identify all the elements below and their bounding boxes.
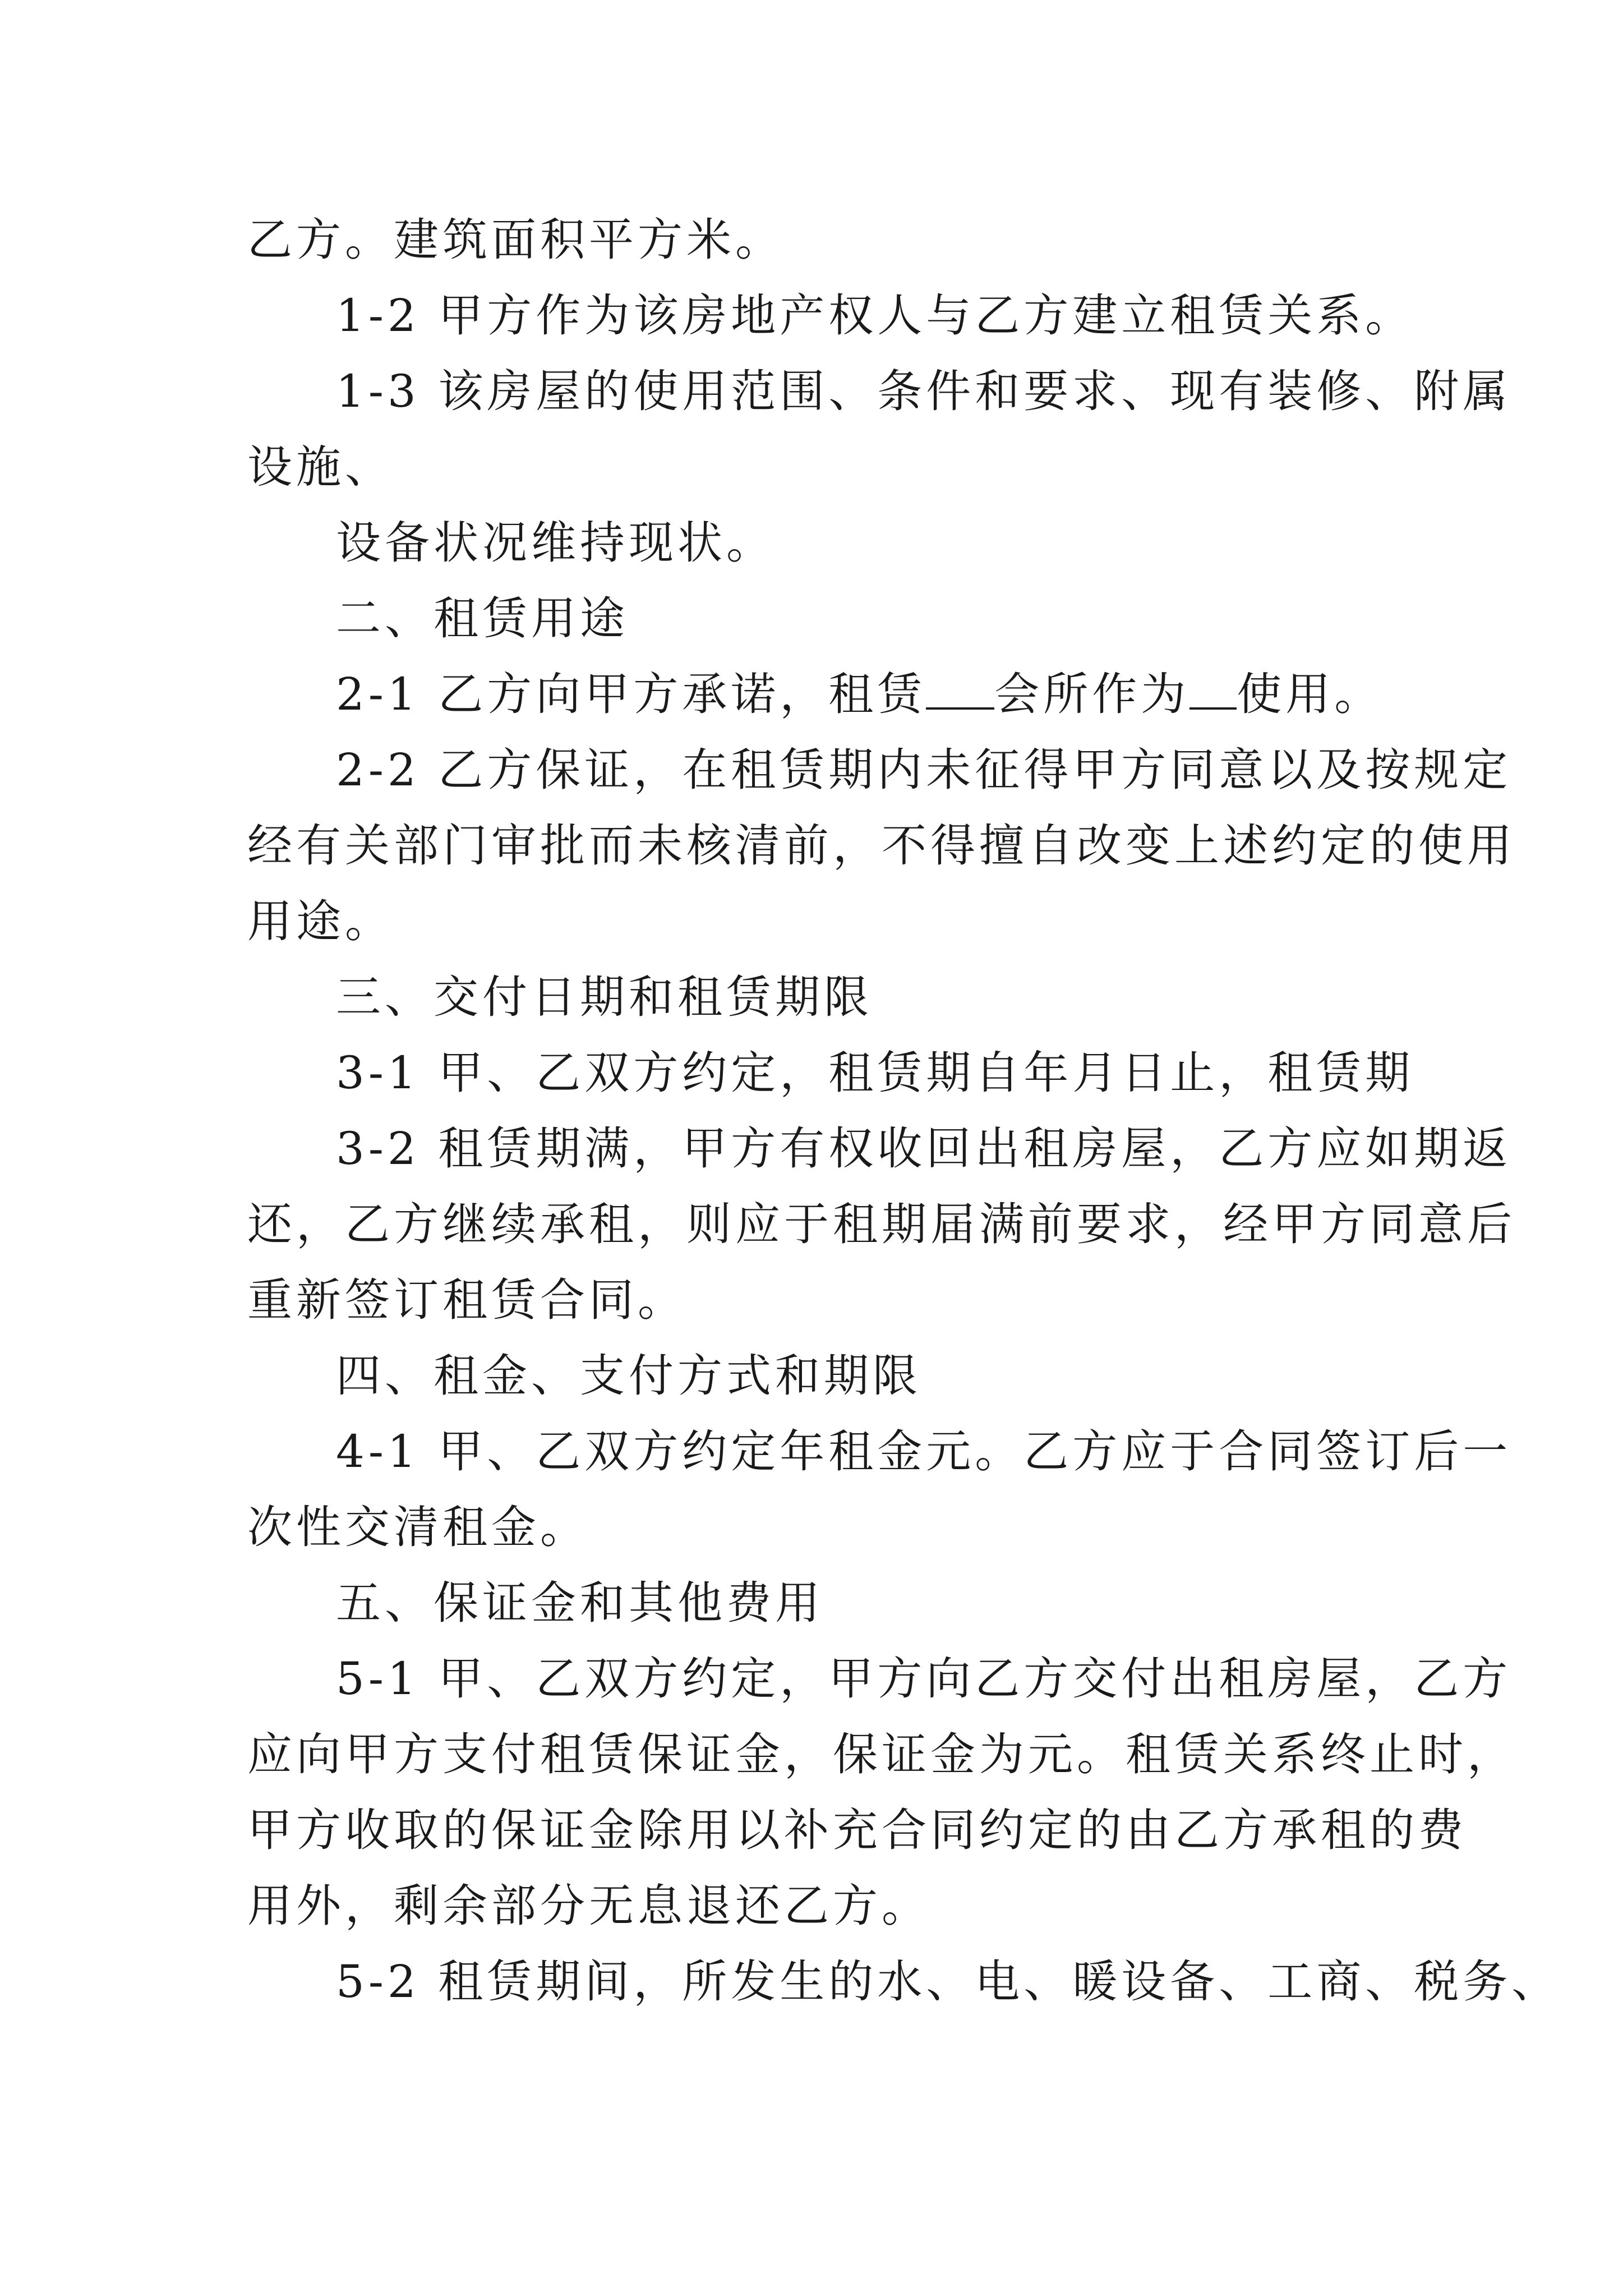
text-line: 经有关部门审批而未核清前，不得擅自改变上述约定的使用 [247, 820, 1516, 872]
clause-5-2: 5-2 租赁期间，所发生的水、电、暖设备、工商、税务、 [336, 1955, 1561, 2008]
text-line: 还，乙方继续承租，则应于租期届满前要求，经甲方同意后 [247, 1198, 1516, 1250]
clause-3-2: 3-2 租赁期满，甲方有权收回出租房屋，乙方应如期返 [336, 1122, 1512, 1175]
section-heading-2: 二、租赁用途 [336, 592, 629, 645]
clause-2-1 [247, 656, 1384, 732]
clause-1-3: 1-3 该房屋的使用范围、条件和要求、现有装修、附属 [336, 365, 1512, 417]
text-line: 用外，剩余部分无息退还乙方。 [247, 1880, 930, 1932]
clause-2-1-part-2: 会所作为 [994, 668, 1190, 720]
text-line: 重新签订租赁合同。 [247, 1274, 686, 1326]
section-heading-3: 三、交付日期和租赁期限 [336, 971, 873, 1023]
text-line: 甲方收取的保证金除用以补充合同约定的由乙方承租的费 [247, 1804, 1467, 1856]
clause-4-1: 4-1 甲、乙双方约定年租金元。乙方应于合同签订后一 [336, 1425, 1512, 1478]
section-heading-5: 五、保证金和其他费用 [336, 1577, 824, 1629]
fill-in-blank[interactable] [1189, 666, 1237, 710]
text-line: 用途。 [247, 895, 394, 947]
text-line: 设施、 [247, 441, 394, 493]
contract-body [247, 202, 1561, 2019]
text-line: 应向甲方支付租赁保证金，保证金为元。租赁关系终止时， [247, 1728, 1516, 1780]
fill-in-blank[interactable] [926, 666, 994, 710]
clause-3-1: 3-1 甲、乙双方约定，租赁期自年月日止，租赁期 [336, 1047, 1414, 1099]
clause-2-1-part-3: 使用。 [1237, 668, 1384, 720]
clause-5-1: 5-1 甲、乙双方约定，甲方向乙方交付出租房屋，乙方 [336, 1653, 1512, 1705]
text-line: 乙方。建筑面积平方米。 [247, 214, 784, 266]
clause-2-2: 2-2 乙方保证，在租赁期内未征得甲方同意以及按规定 [336, 744, 1512, 796]
text-line: 次性交清租金。 [247, 1501, 589, 1553]
clause-1-2: 1-2 甲方作为该房地产权人与乙方建立租赁关系。 [336, 289, 1414, 342]
text-line: 设备状况维持现状。 [336, 517, 775, 569]
section-heading-4: 四、租金、支付方式和期限 [336, 1350, 921, 1402]
clause-2-1-part-1: 2-1 乙方向甲方承诺，租赁 [336, 668, 926, 720]
